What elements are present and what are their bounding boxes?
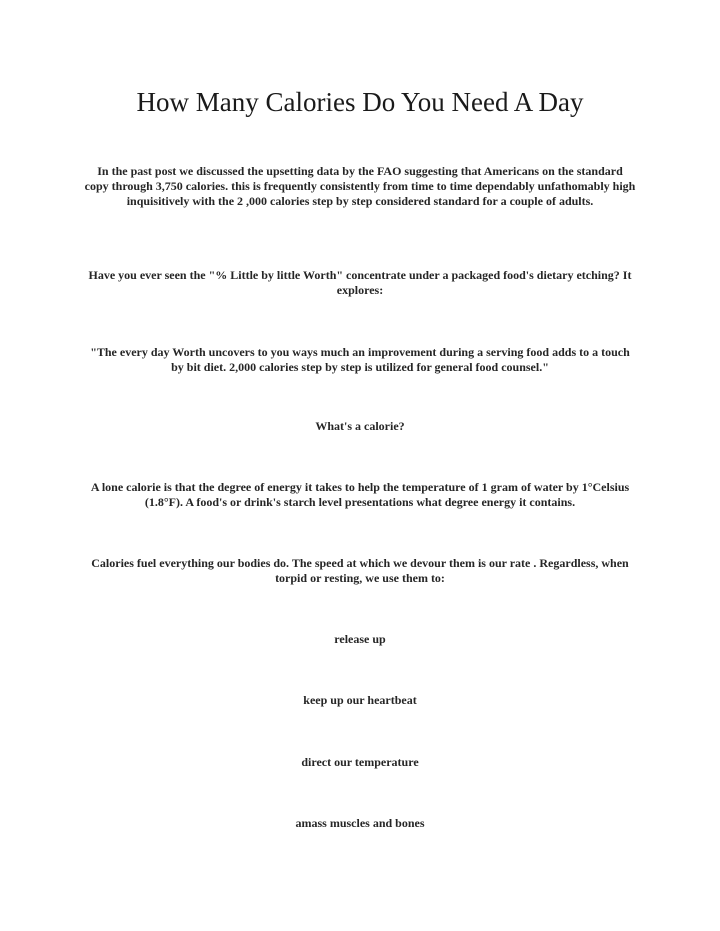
calorie-question-heading: What's a calorie? [315, 419, 405, 433]
daily-worth-quote-paragraph: "The every day Worth uncovers to you ways much an improvement during a serving food adds to a touch by bit diet. 2,000 calories step by step is utilized for general food counsel." [90, 345, 630, 374]
list-item: release up [334, 632, 386, 646]
list-item: amass muscles and bones [295, 816, 425, 830]
calorie-usage-paragraph: Calories fuel everything our bodies do. The speed at which we devour them is our rate . Regardless, when torpid or resting, we use them to: [91, 556, 629, 585]
list-item: keep up our heartbeat [303, 693, 417, 707]
list-item: direct our temperature [301, 755, 419, 769]
daily-worth-question-paragraph: Have you ever seen the "% Little by little Worth" concentrate under a packaged food's dietary etching? It explores: [88, 268, 632, 297]
page-title: How Many Calories Do You Need A Day [136, 87, 584, 117]
calorie-definition-paragraph: A lone calorie is that the degree of energy it takes to help the temperature of 1 gram of water by 1°Celsius (1.8°F). A food's or drink's starch level presentations what degree energy it contains. [90, 480, 630, 509]
intro-paragraph: In the past post we discussed the upsetting data by the FAO suggesting that Americans on the standard copy through 3,750 calories. this is frequently consistently from time to time dependably unfathomably high inquisitively with the 2 ,000 calories step by step considered standard for a couple of adults. [84, 164, 636, 208]
